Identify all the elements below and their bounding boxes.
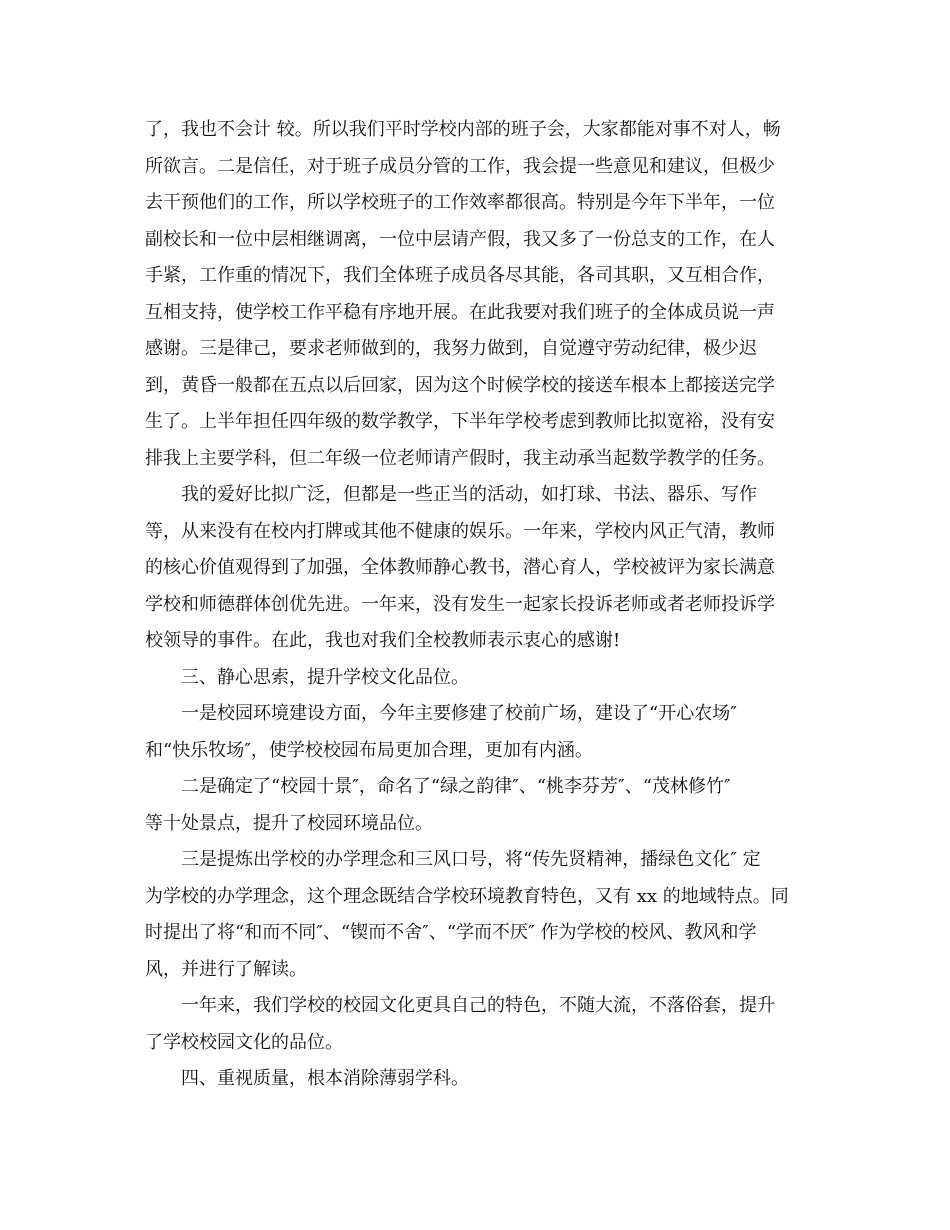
text-line: 我的爱好比拟广泛，但都是一些正当的活动，如打球、书法、器乐、写作 xyxy=(181,484,757,505)
text-line: 为学校的办学理念，这个理念既结合学校环境教育特色，又有 xx 的地域特点。同 xyxy=(145,885,789,907)
text-line: 等十处景点，提升了校园环境品位。 xyxy=(145,812,433,834)
section-heading-3 xyxy=(145,660,810,697)
text-line: 了学校校园文化的品位。 xyxy=(145,1031,343,1053)
text-line: 四、重视质量，根本消除薄弱学科。 xyxy=(181,1068,469,1089)
text-line: 一是校园环境建设方面，今年主要修建了校前广场，建设了“开心农场″ xyxy=(181,703,737,724)
text-line: 副校长和一位中层相继调离，一位中层请产假，我又多了一份总支的工作，在人 xyxy=(145,228,775,250)
text-line: 互相支持，使学校工作平稳有序地开展。在此我要对我们班子的全体成员说一声 xyxy=(145,301,775,323)
paragraph-1 xyxy=(145,112,810,477)
text-line: 二是确定了“校园十景″，命名了“绿之韵律″、“桃李芬芳″、“茂林修竹″ xyxy=(181,776,731,797)
text-line: 三是提炼出学校的办学理念和三风口号，将“传先贤精神，播绿色文化″ 定 xyxy=(181,849,761,870)
paragraph-5 xyxy=(145,769,810,842)
text-line: 校领导的事件。在此，我也对我们全校教师表示衷心的感谢! xyxy=(145,630,621,651)
text-line: 时提出了将“和而不同″、“锲而不舍″、“学而不厌″ 作为学校的校风、教风和学 xyxy=(145,922,757,943)
text-line: 去干预他们的工作，所以学校班子的工作效率都很高。特别是今年下半年，一位 xyxy=(145,192,775,213)
text-line: 手紧，工作重的情况下，我们全体班子成员各尽其能，各司其职，又互相合作， xyxy=(145,265,775,286)
text-line: 一年来，我们学校的校园文化更具自己的特色，不随大流，不落俗套，提升 xyxy=(181,995,775,1016)
text-line: 所欲言。二是信任，对于班子成员分管的工作，我会提一些意见和建议，但极少 xyxy=(145,155,775,177)
paragraph-6 xyxy=(145,842,810,988)
section-heading-8 xyxy=(145,1061,810,1098)
text-line: 和“快乐牧场″，使学校校园布局更加合理，更加有内涵。 xyxy=(145,739,593,761)
paragraph-7 xyxy=(145,988,810,1061)
text-line: 生了。上半年担任四年级的数学教学，下半年学校考虑到教师比拟宽裕，没有安 xyxy=(145,411,775,432)
paragraph-2 xyxy=(145,477,810,660)
text-line: 了，我也不会计 较。所以我们平时学校内部的班子会，大家都能对事不对人，畅 xyxy=(145,119,781,140)
text-line: 学校和师德群体创优先进。一年来，没有发生一起家长投诉老师或者老师投诉学 xyxy=(145,593,775,615)
text-line: 等，从来没有在校内打牌或其他不健康的娱乐。一年来，学校内风正气清，教师 xyxy=(145,520,775,542)
text-line: 到，黄昏一般都在五点以后回家，因为这个时候学校的接送车根本上都接送完学 xyxy=(145,374,775,396)
text-line: 风，并进行了解读。 xyxy=(145,958,307,980)
paragraph-4 xyxy=(145,696,810,769)
text-line: 三、静心思索，提升学校文化品位。 xyxy=(181,666,469,688)
text-line: 排我上主要学科，但二年级一位老师请产假时，我主动承当起数学教学的任务。 xyxy=(145,447,775,469)
text-line: 感谢。三是律己，要求老师做到的，我努力做到，自觉遵守劳动纪律，极少迟 xyxy=(145,338,757,359)
text-line: 的核心价值观得到了加强，全体教师静心教书，潜心育人，学校被评为家长满意 xyxy=(145,557,775,578)
document-body xyxy=(145,112,810,1098)
